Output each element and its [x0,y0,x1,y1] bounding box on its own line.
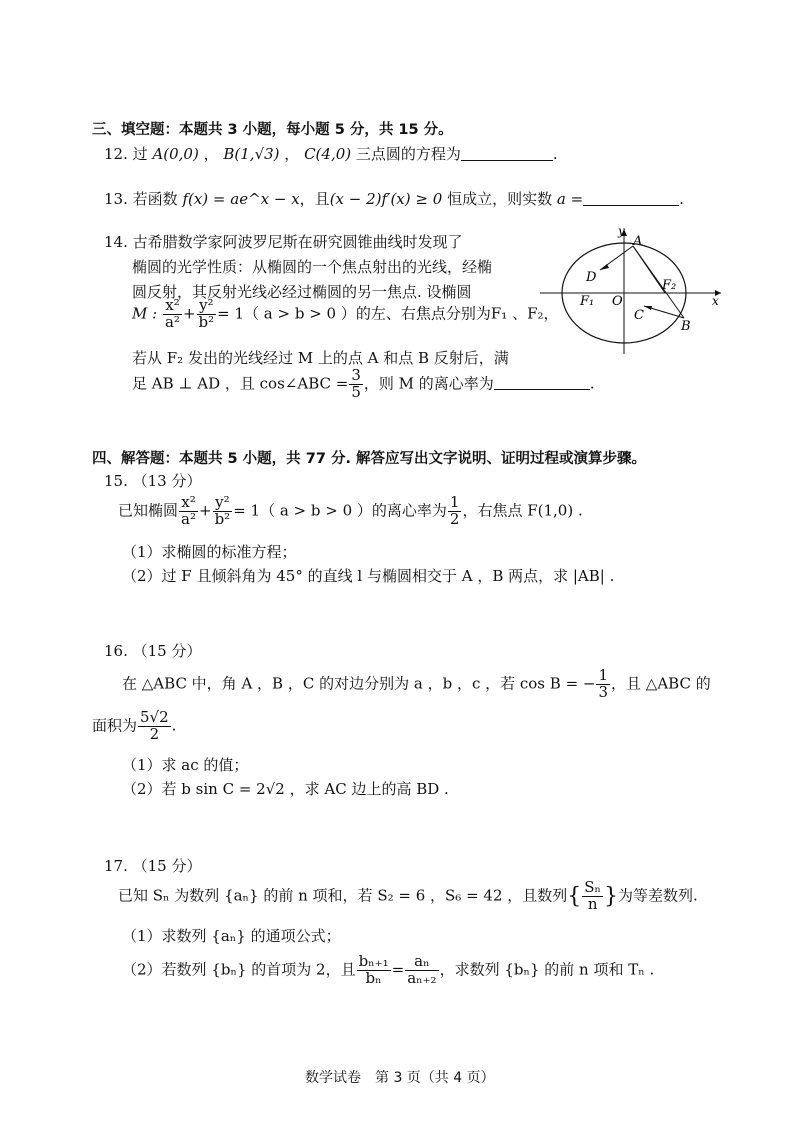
fraction-x2-a2: $\frac{\text{x²}}{\text{a²}}$ [164,296,180,331]
question-16-stem1: 在 △ABC 中，角 A ，B ，C 的对边分别为 a ，b ，c ，若 cos B = − $\frac{1}{3}$ ，且 △ABC 的 [122,666,711,701]
label-F1: F₁ [580,294,595,309]
label-x: x [712,294,719,308]
fraction-3-5: $\frac{3}{5}$ [351,366,361,401]
label-y: y [618,226,625,238]
question-14-line6: 足 AB ⊥ AD ，且 cos∠ABC = $\frac{3}{5}$ ，则 M 的离心率为 . [132,366,595,401]
question-14-line1: 14. 古希腊数学家阿波罗尼斯在研究圆锥曲线时发现了 [104,233,463,251]
question-12: 12. 过 A(0,0) ， B(1,√3) ， C(4,0) 三点圆的方程为 . [104,145,558,163]
question-15-part1: （1）求椭圆的标准方程； [122,543,297,561]
question-17-part2: （2）若数列 {bₙ} 的首项为 2，且 $\frac{\text{bₙ₊₁}}{\text{bₙ}}$ = $\frac{\text{aₙ}}{\text{aₙ₊₂}}$ ，求数列 {bₙ} 的前 n 项和 Tₙ . [122,952,655,987]
label-O: O [612,294,623,309]
label-D: D [586,270,597,285]
question-16-part2: （2）若 b sin C = 2√2 ，求 AC 边上的高 BD . [122,780,449,798]
answer-blank[interactable] [583,191,679,206]
question-17-stem: 已知 Sₙ 为数列 {aₙ} 的前 n 项和，若 S₂ = 6 ，S₆ = 42 ，且数列{ $\frac{\text{Sₙ}}{n}$ }为等差数列. [118,878,698,913]
arrow-C [644,306,652,310]
question-16-head: 16. （15 分） [104,642,202,660]
question-15-head: 15. （13 分） [104,472,202,490]
question-14-line2: 椭圆的光学性质：从椭圆的一个焦点射出的光线，经椭 [132,258,493,276]
ellipse-figure [536,226,726,356]
question-14-line4: M : $\frac{\text{x²}}{\text{a²}}$ + $\frac{\text{y²}}{\text{b²}}$ = 1（ a > b > 0 ）的左、右焦点分别为F₁ 、F₂， [132,296,559,331]
question-17-part1: （1）求数列 {aₙ} 的通项公式； [122,927,341,945]
section-3-title: 三、填空题：本题共 3 小题，每小题 5 分，共 15 分。 [92,122,453,138]
answer-blank[interactable] [494,375,590,390]
question-13: 13. 若函数 f(x) = ae^x − x，且(x − 2)f′(x) ≥ 0 恒成立，则实数 a = . [104,190,684,208]
question-15-stem: 已知椭圆 $\frac{\text{x²}}{\text{a²}}$ + $\frac{\text{y²}}{\text{b²}}$ = 1（ a > b > 0 ）的离心率为 $\frac{1}{2}$ ，右焦点 F(1,0) . [118,493,583,528]
question-14-line3: 圆反射，其反射光线必经过椭圆的另一焦点. 设椭圆 [132,283,472,301]
label-B: B [681,319,691,334]
question-14-line5: 若从 F₂ 发出的光线经过 M 上的点 A 和点 B 反射后，满 [132,349,509,367]
fraction-y2-b2: $\frac{\text{y²}}{\text{b²}}$ [198,296,215,331]
label-A: A [633,234,643,249]
label-C: C [634,308,644,323]
section-4-title: 四、解答题：本题共 5 小题，共 77 分. 解答应写出文字说明、证明过程或演算步骤。 [92,451,647,467]
question-16-stem2: 面积为 $\frac{5√2}{2}$ . [92,708,177,743]
page-footer: 数学试卷 第 3 页（共 4 页） [305,1070,495,1086]
label-F2: F₂ [662,278,677,293]
question-15-part2: （2）过 F 且倾斜角为 45° 的直线 l 与椭圆相交于 A ，B 两点，求 |AB| . [122,567,615,585]
q12-number: 12. [104,145,128,163]
question-17-head: 17. （15 分） [104,857,202,875]
answer-blank[interactable] [461,146,553,161]
question-16-part1: （1）求 ac 的值； [122,756,249,774]
